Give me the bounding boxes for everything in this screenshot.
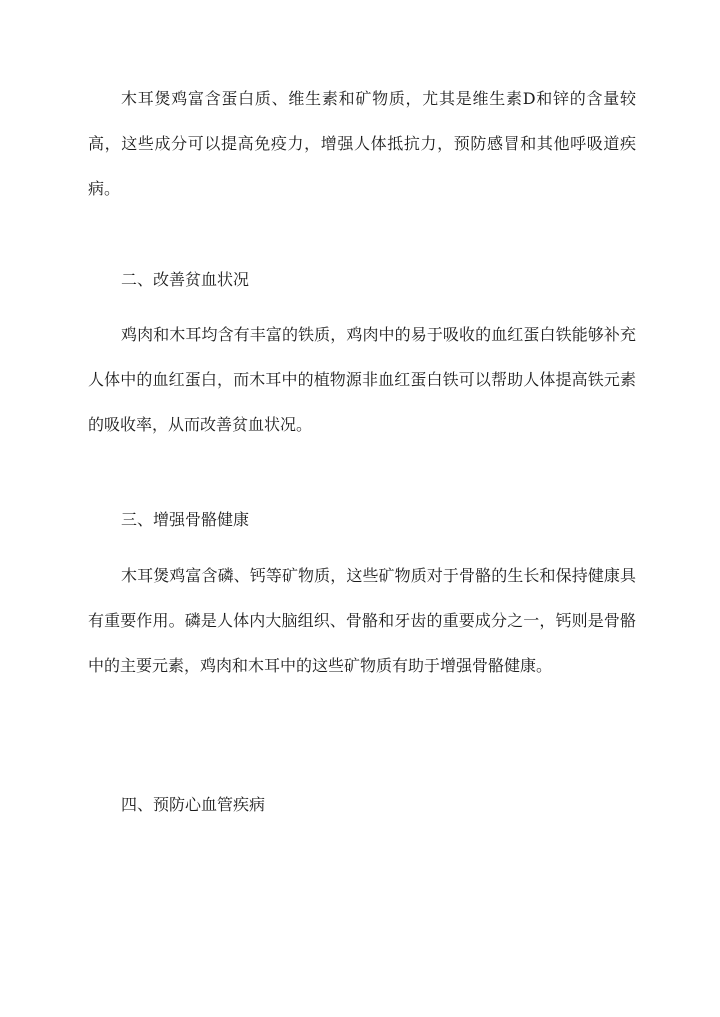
section-heading-cardiovascular: 四、预防心血管疾病 [121, 795, 266, 814]
section-heading-bone-health: 三、增强骨骼健康 [121, 510, 250, 529]
paragraph-anemia: 鸡肉和木耳均含有丰富的铁质，鸡肉中的易于吸收的血红蛋白铁能够补充人体中的血红蛋白，而木耳中的植物源非血红蛋白铁可以帮助人体提高铁元素的吸收率，从而改善贫血状况。 [88, 325, 636, 434]
paragraph-bone-health: 木耳煲鸡富含磷、钙等矿物质，这些矿物质对于骨骼的生长和保持健康具有重要作用。磷是人体内大脑组织、骨骼和牙齿的重要成分之一，钙则是骨骼中的主要元素，鸡肉和木耳中的这些矿物质有助于增强骨骼健康。 [88, 566, 636, 675]
paragraph-immunity: 木耳煲鸡富含蛋白质、维生素和矿物质，尤其是维生素D和锌的含量较高，这些成分可以提高免疫力，增强人体抵抗力，预防感冒和其他呼吸道疾病。 [88, 89, 636, 198]
section-heading-anemia: 二、改善贫血状况 [121, 270, 250, 289]
